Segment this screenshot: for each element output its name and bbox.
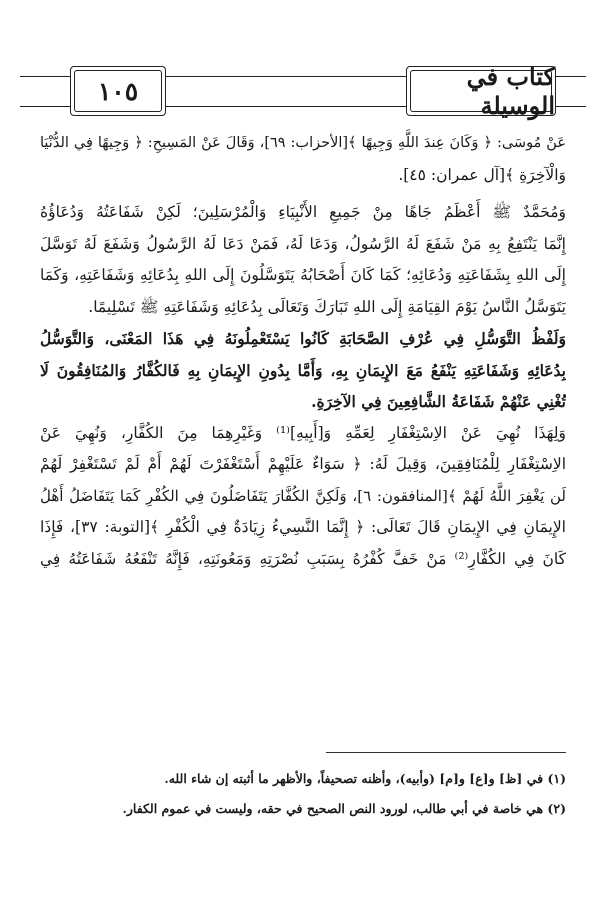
- text-line: إِلَى اللهِ بِشَفَاعَتِهِ وَدُعَائِهِ؛ كَمَا كَانَ أَصْحَابُهُ يَتَوَسَّلُونَ إِلَى اللهِ بِدُعَائِهِ وَشَفَاعَتِهِ، وَكَمَا: [40, 266, 566, 284]
- page-number-box: [70, 66, 166, 116]
- text-line: يَتَوَسَّلُ النَّاسُ يَوْمَ القِيَامَةِ إِلَى اللهِ تَبَارَكَ وَتَعَالَى بِدُعَائِهِ وَشَفَاعَتِهِ ﷺ تَسْلِيمًا.: [88, 297, 566, 316]
- text-line: لَن يَغْفِرَ اللَّهُ لَهُمْ ﴾[المنافقون: ٦]، وَلَكِنَّ الكُفَّارَ يَتَفَاضَلُونَ فِي الكُفْرِ كَمَا يَتَفَاضَلُ أَهْلُ: [40, 486, 566, 505]
- text-line: وَلَفْظُ التَّوَسُّلِ فِي عُرْفِ الصَّحَابَةِ كَانُوا يَسْتَعْمِلُونَهُ فِي هَذَا المَعْنَى، وَالتَّوَسُّلُ: [40, 329, 566, 348]
- text-line: إِنَّمَا يَنْتَفِعُ بِهِ مَنْ شَفَعَ لَهُ الرَّسُولُ، وَدَعَا لَهُ، فَمَنْ دَعَا لَهُ الرَّسُولُ وَشَفَعَ لَهُ تَوَسَّلَ: [40, 234, 566, 253]
- text-line: كَانَ فِي الكُفَّارِ⁽²⁾ مَنْ خَفَّ كُفْرُهُ بِسَبَبِ نُصْرَتِهِ وَمَعُونَتِهِ، فَإِنَّهُ تَنْفَعُهُ شَفَاعَتُهُ فِي: [40, 549, 566, 568]
- text-line: وَلِهَذَا نُهِيَ عَنْ الاِسْتِغْفَارِ لِعَمِّهِ وَ[أَبِيهِ]⁽¹⁾ وَغَيْرِهِمَا مِنَ الكُفَّارِ، وَنُهِيَ عَنْ: [40, 423, 566, 442]
- footnote-2: (٢) هي خاصة في أبي طالب، لورود النص الصحيح في حقه، وليست في عموم الكفار.: [122, 801, 566, 816]
- footnote-1: (١) في [ظ] و[ع] و[م] (وأبيه)، وأظنه تصحيفاً، والأظهر ما أثبته إن شاء الله.: [164, 771, 566, 786]
- body-text: [40, 128, 566, 575]
- footnotes: [40, 764, 566, 824]
- page-number: ١٠٥: [97, 76, 139, 106]
- header-title-box: [406, 62, 556, 120]
- text-line: عَنْ مُوسَى: ﴿ وَكَانَ عِندَ اللَّهِ وَجِيهًا ﴾[الأحزاب: ٦٩]، وَقَالَ عَنْ المَسِيحِ: ﴿ وَجِيهًا فِي الدُّنْيَا: [40, 135, 566, 151]
- text-line: وَالْآخِرَةِ ﴾[آل عمران: ٤٥].: [398, 165, 566, 184]
- footnote-separator: [326, 752, 566, 753]
- text-line: بِدُعَائِهِ وَشَفَاعَتِهِ يَنْفَعُ مَعَ الإِيمَانِ بِهِ، وَأَمَّا بِدُونِ الإِيمَانِ بِهِ فَالكُفَّارُ وَالمُنَافِقُونَ لَا: [40, 360, 566, 380]
- running-header: [20, 62, 586, 120]
- text-line: الاِسْتِغْفَارِ لِلْمُنَافِقِينَ، وَقِيلَ لَهُ: ﴿ سَوَاءٌ عَلَيْهِمْ أَسْتَغْفَرْتَ لَهُمْ أَمْ لَمْ تَسْتَغْفِرْ لَهُمْ: [40, 455, 566, 473]
- book-title: كتاب في الوسيلة: [466, 62, 555, 120]
- text-line: وَمُحَمَّدٌ ﷺ أَعْظَمُ جَاهًا مِنْ جَمِيعِ الأَنْبِيَاءِ وَالْمُرْسَلِينَ؛ لَكِنْ شَفَاعَتُهُ وَدُعَاؤُهُ: [40, 203, 566, 221]
- text-line: الإِيمَانِ فِي الإِيمَانِ قَالَ تَعَالَى: ﴿ إِنَّمَا النَّسِيءُ زِيَادَةٌ فِي الْكُفْرِ ﴾[التوبة: ٣٧]، فَإِذَا: [40, 518, 566, 536]
- text-line: تُغْنِي عَنْهُمْ شَفَاعَةُ الشَّافِعِينَ فِي الآخِرَةِ.: [311, 392, 566, 411]
